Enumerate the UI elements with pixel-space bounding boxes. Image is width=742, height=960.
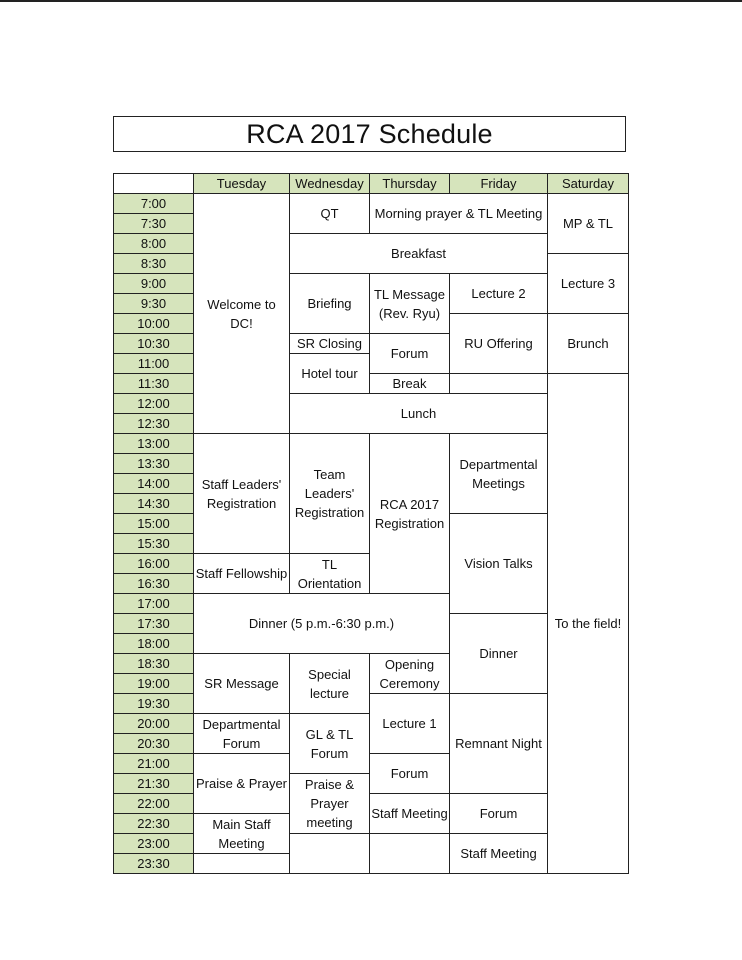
empty-cell xyxy=(290,834,370,874)
event-dinner-main: Dinner (5 p.m.-6:30 p.m.) xyxy=(194,594,450,654)
event-hotel-tour: Hotel tour xyxy=(290,354,370,394)
time-label: 13:00 xyxy=(114,434,194,454)
event-forum-thu-night: Forum xyxy=(370,754,450,794)
event-to-the-field: To the field! xyxy=(548,374,629,874)
time-label: 18:00 xyxy=(114,634,194,654)
time-label: 22:00 xyxy=(114,794,194,814)
time-label: 19:30 xyxy=(114,694,194,714)
time-label: 10:30 xyxy=(114,334,194,354)
event-lecture3: Lecture 3 xyxy=(548,254,629,314)
time-label: 7:00 xyxy=(114,194,194,214)
schedule-title: RCA 2017 Schedule xyxy=(113,116,626,152)
time-label: 14:00 xyxy=(114,474,194,494)
time-label: 15:30 xyxy=(114,534,194,554)
time-label: 17:00 xyxy=(114,594,194,614)
time-label: 12:30 xyxy=(114,414,194,434)
header-wednesday: Wednesday xyxy=(290,174,370,194)
header-thursday: Thursday xyxy=(370,174,450,194)
time-label: 14:30 xyxy=(114,494,194,514)
corner-cell xyxy=(114,174,194,194)
event-sr-message: SR Message xyxy=(194,654,290,714)
header-row xyxy=(114,174,629,194)
time-label: 23:00 xyxy=(114,834,194,854)
event-dinner-friday: Dinner xyxy=(450,614,548,694)
event-staff-meeting-thursday: Staff Meeting xyxy=(370,794,450,834)
event-staff-leaders-registration: Staff Leaders' Registration xyxy=(194,434,290,554)
event-lecture2: Lecture 2 xyxy=(450,274,548,314)
time-label: 16:00 xyxy=(114,554,194,574)
event-mp-tl: MP & TL xyxy=(548,194,629,254)
time-label: 20:30 xyxy=(114,734,194,754)
event-ru-offering: RU Offering xyxy=(450,314,548,374)
header-saturday: Saturday xyxy=(548,174,629,194)
event-breakfast: Breakfast xyxy=(290,234,548,274)
table-row xyxy=(114,374,629,394)
event-morning-prayer: Morning prayer & TL Meeting xyxy=(370,194,548,234)
empty-cell xyxy=(370,834,450,874)
event-remnant-night: Remnant Night xyxy=(450,694,548,794)
event-gl-tl-forum: GL & TL Forum xyxy=(290,714,370,774)
time-label: 7:30 xyxy=(114,214,194,234)
event-lunch: Lunch xyxy=(290,394,548,434)
time-label: 22:30 xyxy=(114,814,194,834)
time-label: 12:00 xyxy=(114,394,194,414)
schedule-table xyxy=(113,173,629,874)
time-label: 21:00 xyxy=(114,754,194,774)
time-label: 9:00 xyxy=(114,274,194,294)
time-label: 16:30 xyxy=(114,574,194,594)
event-vision-talks: Vision Talks xyxy=(450,514,548,614)
event-forum-thu-morning: Forum xyxy=(370,334,450,374)
event-praise-prayer: Praise & Prayer xyxy=(194,754,290,814)
time-label: 21:30 xyxy=(114,774,194,794)
event-brunch: Brunch xyxy=(548,314,629,374)
time-label: 10:00 xyxy=(114,314,194,334)
header-tuesday: Tuesday xyxy=(194,174,290,194)
time-label: 11:30 xyxy=(114,374,194,394)
event-qt: QT xyxy=(290,194,370,234)
event-tl-orientation: TL Orientation xyxy=(290,554,370,594)
time-label: 20:00 xyxy=(114,714,194,734)
event-tl-message: TL Message (Rev. Ryu) xyxy=(370,274,450,334)
event-team-leaders-registration: Team Leaders' Registration xyxy=(290,434,370,554)
event-praise-prayer-meeting: Praise & Prayer meeting xyxy=(290,774,370,834)
empty-cell xyxy=(194,854,290,874)
event-special-lecture: Special lecture xyxy=(290,654,370,714)
event-departmental-meetings: Departmental Meetings xyxy=(450,434,548,514)
event-staff-fellowship: Staff Fellowship xyxy=(194,554,290,594)
event-forum-fri-night: Forum xyxy=(450,794,548,834)
time-label: 8:30 xyxy=(114,254,194,274)
event-welcome: Welcome to DC! xyxy=(194,194,290,434)
time-label: 9:30 xyxy=(114,294,194,314)
event-main-staff-meeting: Main Staff Meeting xyxy=(194,814,290,854)
time-label: 19:00 xyxy=(114,674,194,694)
event-lecture1: Lecture 1 xyxy=(370,694,450,754)
time-label: 17:30 xyxy=(114,614,194,634)
time-label: 8:00 xyxy=(114,234,194,254)
event-opening-ceremony: Opening Ceremony xyxy=(370,654,450,694)
time-label: 11:00 xyxy=(114,354,194,374)
header-friday: Friday xyxy=(450,174,548,194)
time-label: 13:30 xyxy=(114,454,194,474)
event-departmental-forum: Departmental Forum xyxy=(194,714,290,754)
time-label: 18:30 xyxy=(114,654,194,674)
top-border-line xyxy=(0,0,742,2)
event-rca-registration: RCA 2017 Registration xyxy=(370,434,450,594)
event-briefing: Briefing xyxy=(290,274,370,334)
event-break: Break xyxy=(370,374,450,394)
table-row xyxy=(114,194,629,214)
time-label: 15:00 xyxy=(114,514,194,534)
empty-cell xyxy=(450,374,548,394)
event-sr-closing: SR Closing xyxy=(290,334,370,354)
event-staff-meeting-friday: Staff Meeting xyxy=(450,834,548,874)
time-label: 23:30 xyxy=(114,854,194,874)
